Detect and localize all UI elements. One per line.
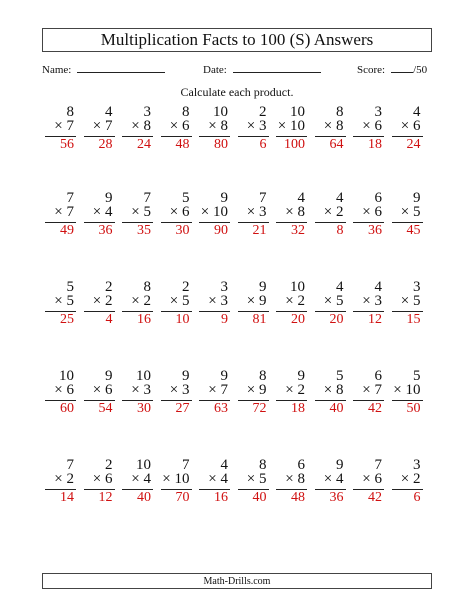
answer: 16 bbox=[137, 312, 151, 327]
multiplier: × 5 bbox=[169, 293, 190, 309]
multiplier: × 3 bbox=[246, 204, 267, 220]
answer: 80 bbox=[214, 137, 228, 152]
multiplicand: 2 bbox=[105, 279, 113, 295]
answer: 32 bbox=[291, 223, 305, 238]
multiplier: × 10 bbox=[277, 118, 305, 134]
answer: 6 bbox=[259, 137, 267, 152]
multiplicand: 2 bbox=[259, 104, 267, 120]
problem bbox=[273, 190, 309, 254]
problem-row bbox=[42, 457, 434, 521]
multiplier: × 6 bbox=[362, 118, 382, 134]
multiplier: × 8 bbox=[285, 204, 305, 220]
answer: 70 bbox=[175, 490, 190, 505]
answer: 24 bbox=[137, 137, 151, 152]
problem bbox=[119, 104, 155, 168]
answer: 49 bbox=[60, 223, 74, 238]
multiplier: × 4 bbox=[131, 471, 151, 487]
multiplicand: 6 bbox=[297, 457, 305, 473]
multiplicand: 9 bbox=[220, 368, 228, 384]
multiplicand: 9 bbox=[105, 190, 113, 206]
answer: 20 bbox=[291, 312, 305, 327]
answer: 6 bbox=[413, 490, 421, 505]
multiplicand: 10 bbox=[59, 368, 74, 384]
answer: 15 bbox=[406, 312, 421, 327]
multiplier: × 9 bbox=[246, 293, 267, 309]
problem-row bbox=[42, 104, 434, 168]
multiplier: × 2 bbox=[285, 293, 305, 309]
multiplicand: 8 bbox=[182, 104, 190, 120]
multiplier: × 2 bbox=[400, 471, 421, 487]
multiplicand: 4 bbox=[297, 190, 305, 206]
multiplicand: 8 bbox=[259, 457, 267, 473]
multiplicand: 7 bbox=[66, 190, 74, 206]
problem bbox=[235, 368, 271, 432]
problem bbox=[158, 104, 194, 168]
problem bbox=[350, 457, 386, 521]
multiplier: × 6 bbox=[54, 382, 74, 398]
problem bbox=[273, 457, 309, 521]
multiplier: × 8 bbox=[323, 118, 344, 134]
footer-text: Math-Drills.com bbox=[203, 575, 271, 587]
problem bbox=[235, 279, 271, 343]
answer: 48 bbox=[175, 137, 190, 152]
multiplicand: 9 bbox=[413, 190, 421, 206]
multiplier: × 6 bbox=[400, 118, 421, 134]
problem bbox=[389, 279, 425, 343]
problem-row bbox=[42, 279, 434, 343]
answer: 4 bbox=[105, 312, 113, 327]
multiplicand: 5 bbox=[413, 368, 421, 384]
worksheet-title-text: Multiplication Facts to 100 (S) Answers bbox=[100, 30, 374, 49]
answer: 42 bbox=[368, 490, 382, 505]
answer: 35 bbox=[137, 223, 151, 238]
multiplicand: 6 bbox=[374, 190, 382, 206]
multiplicand: 8 bbox=[66, 104, 74, 120]
problem bbox=[158, 279, 194, 343]
multiplier: × 7 bbox=[362, 382, 382, 398]
problem bbox=[81, 104, 117, 168]
date-label: Date: bbox=[203, 64, 227, 76]
multiplier: × 3 bbox=[208, 293, 228, 309]
multiplier: × 4 bbox=[208, 471, 228, 487]
answer: 30 bbox=[137, 401, 151, 416]
problem bbox=[42, 190, 78, 254]
answer: 36 bbox=[98, 223, 113, 238]
problem bbox=[312, 104, 348, 168]
multiplicand: 4 bbox=[105, 104, 113, 120]
multiplicand: 9 bbox=[182, 368, 190, 384]
problem bbox=[389, 104, 425, 168]
problem bbox=[81, 368, 117, 432]
problem bbox=[350, 368, 386, 432]
multiplier: × 6 bbox=[169, 118, 190, 134]
problem bbox=[119, 279, 155, 343]
multiplicand: 7 bbox=[66, 457, 74, 473]
multiplicand: 10 bbox=[136, 457, 151, 473]
problem bbox=[158, 368, 194, 432]
multiplicand: 8 bbox=[143, 279, 151, 295]
multiplier: × 8 bbox=[208, 118, 228, 134]
multiplier: × 3 bbox=[362, 293, 382, 309]
problem bbox=[312, 457, 348, 521]
answer: 18 bbox=[291, 401, 305, 416]
multiplier: × 2 bbox=[285, 382, 305, 398]
multiplier: × 3 bbox=[169, 382, 190, 398]
problem bbox=[273, 279, 309, 343]
multiplicand: 10 bbox=[213, 104, 228, 120]
multiplier: × 4 bbox=[323, 471, 344, 487]
multiplier: × 6 bbox=[362, 204, 382, 220]
problem bbox=[119, 368, 155, 432]
answer: 72 bbox=[252, 401, 267, 416]
multiplicand: 4 bbox=[374, 279, 382, 295]
problem bbox=[389, 190, 425, 254]
multiplicand: 4 bbox=[336, 190, 344, 206]
multiplicand: 3 bbox=[413, 457, 421, 473]
multiplier: × 2 bbox=[323, 204, 344, 220]
problem bbox=[273, 104, 309, 168]
answer: 48 bbox=[291, 490, 305, 505]
answer: 28 bbox=[98, 137, 113, 152]
multiplicand: 9 bbox=[220, 190, 228, 206]
multiplicand: 7 bbox=[259, 190, 267, 206]
multiplier: × 6 bbox=[169, 204, 190, 220]
answer: 90 bbox=[214, 223, 228, 238]
problem bbox=[273, 368, 309, 432]
multiplicand: 5 bbox=[182, 190, 190, 206]
problem bbox=[350, 104, 386, 168]
problem bbox=[119, 190, 155, 254]
answer: 42 bbox=[368, 401, 382, 416]
answer: 60 bbox=[60, 401, 74, 416]
answer: 40 bbox=[137, 490, 151, 505]
multiplier: × 8 bbox=[285, 471, 305, 487]
problem bbox=[389, 457, 425, 521]
answer: 50 bbox=[406, 401, 421, 416]
multiplicand: 9 bbox=[297, 368, 305, 384]
answer: 12 bbox=[368, 312, 382, 327]
problem bbox=[158, 190, 194, 254]
answer: 100 bbox=[284, 137, 305, 152]
answer: 8 bbox=[336, 223, 344, 238]
answer: 9 bbox=[221, 312, 228, 327]
multiplicand: 10 bbox=[136, 368, 151, 384]
multiplier: × 2 bbox=[92, 293, 113, 309]
name-line bbox=[77, 62, 165, 73]
problem bbox=[312, 279, 348, 343]
multiplier: × 10 bbox=[393, 382, 421, 398]
answer: 14 bbox=[60, 490, 74, 505]
multiplicand: 3 bbox=[374, 104, 382, 120]
problem bbox=[389, 368, 425, 432]
problem bbox=[350, 279, 386, 343]
answer: 81 bbox=[252, 312, 267, 327]
answer: 12 bbox=[98, 490, 113, 505]
problem bbox=[42, 368, 78, 432]
multiplier: × 7 bbox=[54, 204, 74, 220]
problem bbox=[196, 457, 232, 521]
multiplicand: 9 bbox=[259, 279, 267, 295]
multiplicand: 5 bbox=[336, 368, 344, 384]
multiplicand: 8 bbox=[336, 104, 344, 120]
answer: 40 bbox=[329, 401, 344, 416]
problem bbox=[312, 190, 348, 254]
answer: 36 bbox=[368, 223, 382, 238]
multiplicand: 3 bbox=[220, 279, 228, 295]
multiplier: × 5 bbox=[131, 204, 151, 220]
multiplier: × 5 bbox=[400, 293, 421, 309]
multiplier: × 10 bbox=[200, 204, 228, 220]
answer: 45 bbox=[406, 223, 421, 238]
score-total: /50 bbox=[413, 64, 428, 76]
problem bbox=[350, 190, 386, 254]
multiplicand: 4 bbox=[336, 279, 344, 295]
problem bbox=[42, 457, 78, 521]
multiplier: × 7 bbox=[92, 118, 113, 134]
multiplicand: 9 bbox=[105, 368, 113, 384]
answer: 27 bbox=[175, 401, 190, 416]
multiplicand: 2 bbox=[105, 457, 113, 473]
answer: 30 bbox=[175, 223, 190, 238]
date-field bbox=[203, 62, 321, 76]
name-field bbox=[42, 62, 165, 76]
score-line bbox=[391, 62, 413, 73]
multiplier: × 8 bbox=[131, 118, 151, 134]
problem-row bbox=[42, 368, 434, 432]
worksheet-title bbox=[42, 28, 432, 52]
problem bbox=[42, 279, 78, 343]
score-field bbox=[357, 62, 427, 76]
multiplier: × 3 bbox=[131, 382, 151, 398]
multiplicand: 10 bbox=[290, 104, 305, 120]
answer: 54 bbox=[98, 401, 113, 416]
multiplicand: 2 bbox=[182, 279, 190, 295]
problem-row bbox=[42, 190, 434, 254]
multiplicand: 9 bbox=[336, 457, 344, 473]
problem bbox=[158, 457, 194, 521]
multiplier: × 4 bbox=[92, 204, 113, 220]
answer: 18 bbox=[368, 137, 382, 152]
answer: 64 bbox=[329, 137, 344, 152]
multiplier: × 5 bbox=[323, 293, 344, 309]
multiplier: × 7 bbox=[54, 118, 74, 134]
multiplier: × 5 bbox=[54, 293, 74, 309]
problem bbox=[235, 190, 271, 254]
answer: 36 bbox=[329, 490, 344, 505]
multiplicand: 4 bbox=[220, 457, 228, 473]
answer: 24 bbox=[406, 137, 421, 152]
answer: 21 bbox=[252, 223, 267, 238]
problem bbox=[196, 279, 232, 343]
multiplier: × 9 bbox=[246, 382, 267, 398]
multiplier: × 6 bbox=[92, 382, 113, 398]
answer: 40 bbox=[252, 490, 267, 505]
multiplier: × 8 bbox=[323, 382, 344, 398]
score-label: Score: bbox=[357, 64, 386, 76]
problem bbox=[235, 104, 271, 168]
multiplier: × 6 bbox=[362, 471, 382, 487]
multiplicand: 10 bbox=[290, 279, 305, 295]
multiplicand: 6 bbox=[374, 368, 382, 384]
multiplicand: 3 bbox=[413, 279, 421, 295]
problem bbox=[196, 104, 232, 168]
multiplicand: 7 bbox=[143, 190, 151, 206]
answer: 10 bbox=[175, 312, 190, 327]
date-line bbox=[233, 62, 321, 73]
multiplicand: 3 bbox=[143, 104, 151, 120]
problem bbox=[312, 368, 348, 432]
footer bbox=[42, 573, 432, 589]
answer: 20 bbox=[329, 312, 344, 327]
multiplier: × 10 bbox=[162, 471, 190, 487]
multiplier: × 5 bbox=[246, 471, 267, 487]
multiplicand: 7 bbox=[182, 457, 190, 473]
problem bbox=[42, 104, 78, 168]
problem bbox=[81, 279, 117, 343]
multiplier: × 2 bbox=[131, 293, 151, 309]
multiplier: × 5 bbox=[400, 204, 421, 220]
multiplier: × 7 bbox=[208, 382, 228, 398]
multiplicand: 5 bbox=[66, 279, 74, 295]
multiplicand: 7 bbox=[374, 457, 382, 473]
multiplier: × 3 bbox=[246, 118, 267, 134]
problem bbox=[196, 368, 232, 432]
answer: 63 bbox=[214, 401, 228, 416]
problem bbox=[81, 190, 117, 254]
problem bbox=[196, 190, 232, 254]
problem bbox=[119, 457, 155, 521]
multiplier: × 6 bbox=[92, 471, 113, 487]
answer: 25 bbox=[60, 312, 74, 327]
problem bbox=[235, 457, 271, 521]
name-label: Name: bbox=[42, 64, 72, 76]
multiplier: × 2 bbox=[54, 471, 74, 487]
answer: 16 bbox=[214, 490, 228, 505]
answer: 56 bbox=[60, 137, 74, 152]
multiplicand: 8 bbox=[259, 368, 267, 384]
problem bbox=[81, 457, 117, 521]
multiplicand: 4 bbox=[413, 104, 421, 120]
instructions: Calculate each product. bbox=[180, 85, 294, 99]
